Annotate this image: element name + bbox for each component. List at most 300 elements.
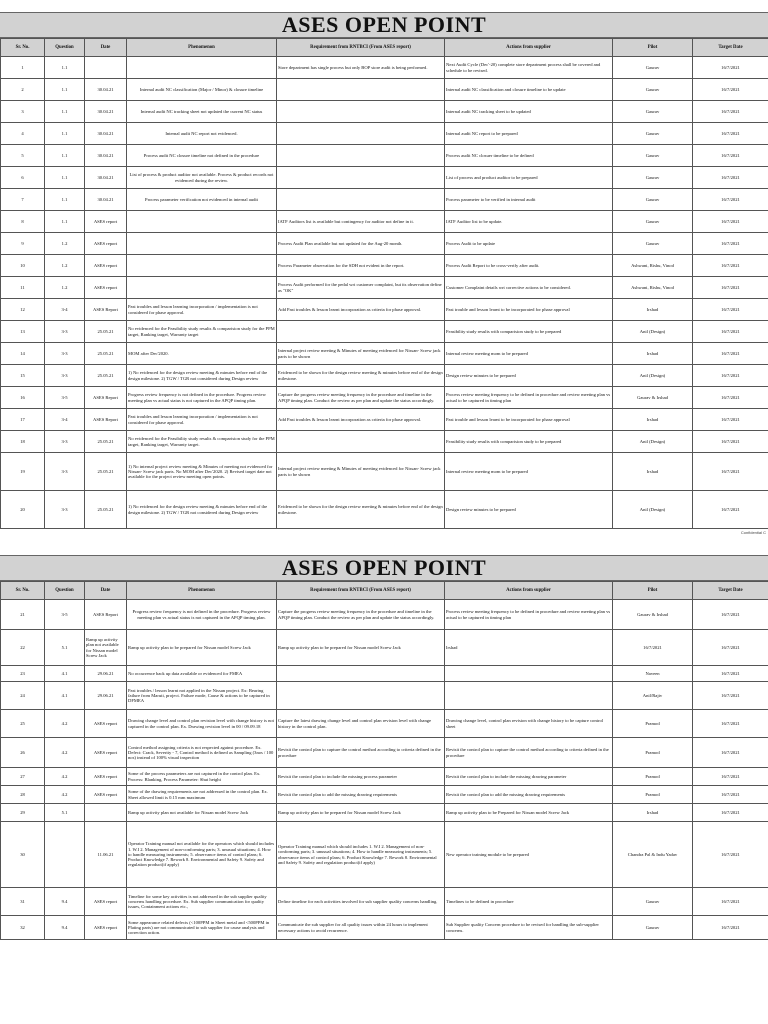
actions-cell: Internal review meeting mom to be prepared bbox=[445, 453, 613, 491]
target-date-cell: 16/7/2021 bbox=[693, 888, 768, 916]
date-cell: 30.04.21 bbox=[85, 167, 127, 189]
date-cell: ASES report bbox=[85, 786, 127, 804]
pilot-cell: Gaurav & Irshad bbox=[613, 600, 693, 630]
table-row bbox=[1, 277, 768, 299]
sr-cell: 30 bbox=[1, 822, 45, 888]
sr-cell: 3 bbox=[1, 101, 45, 123]
date-cell: ASES report bbox=[85, 710, 127, 738]
requirement-cell: Define timeline for each activities involved for sub supplier quality concerns handling. bbox=[277, 888, 445, 916]
phenomenon-cell: Timeline for some key activities is not addressed in the sub supplier quality concerns handling procedure. Ex. Sub supplier communication for quality issues, Containment actions etc., bbox=[127, 888, 277, 916]
sr-cell: 6 bbox=[1, 167, 45, 189]
requirement-cell: Internal project review meeting & Minutes of meeting evidenced for Nissan- Screw jack parts to be shown bbox=[277, 453, 445, 491]
requirement-cell bbox=[277, 101, 445, 123]
table-row bbox=[1, 682, 768, 710]
requirement-cell bbox=[277, 682, 445, 710]
target-date-cell: 16/7/2021 bbox=[693, 822, 768, 888]
question-cell: 1.2 bbox=[45, 255, 85, 277]
requirement-cell: Revisit the control plan to include the missing process parameter bbox=[277, 768, 445, 786]
sr-cell: 18 bbox=[1, 431, 45, 453]
sr-cell: 8 bbox=[1, 211, 45, 233]
question-cell: 3-3 bbox=[45, 365, 85, 387]
table-row bbox=[1, 321, 768, 343]
table-header-row-2 bbox=[1, 582, 768, 600]
sr-cell: 20 bbox=[1, 491, 45, 529]
pilot-cell: Pramod bbox=[613, 710, 693, 738]
pilot-cell: Gaurav bbox=[613, 211, 693, 233]
requirement-cell bbox=[277, 321, 445, 343]
table-row bbox=[1, 255, 768, 277]
actions-cell: Timelines to be defined in procedure bbox=[445, 888, 613, 916]
phenomenon-cell: Drawing change level and control plan revision level with change history is not captured in the control plan. Ex. Drawing revision level in 00 / 09.09.18 bbox=[127, 710, 277, 738]
sr-cell: 7 bbox=[1, 189, 45, 211]
sr-cell: 16 bbox=[1, 387, 45, 409]
requirement-cell: Evidenced to be shown for the design review meeting & minutes before end of the design milestone. bbox=[277, 365, 445, 387]
question-cell: 4.2 bbox=[45, 710, 85, 738]
col-header-requirement-2: Requirement from RNTBCI (From ASES report) bbox=[277, 582, 445, 600]
question-cell: 1.1 bbox=[45, 211, 85, 233]
pilot-cell: Anil/Rajiv bbox=[613, 682, 693, 710]
requirement-cell: Capture the latest drawing change level and control plan revision level with change history in the control plan. bbox=[277, 710, 445, 738]
table-body-1 bbox=[1, 57, 768, 529]
table-row bbox=[1, 233, 768, 255]
table-row bbox=[1, 768, 768, 786]
date-cell: 11.06.21 bbox=[85, 822, 127, 888]
question-cell: 9.4 bbox=[45, 916, 85, 940]
requirement-cell bbox=[277, 123, 445, 145]
requirement-cell bbox=[277, 431, 445, 453]
actions-cell: Porcess parameter to be verified in internal audit bbox=[445, 189, 613, 211]
phenomenon-cell: Internal audit NC classification (Major / Minor) & closure timeline bbox=[127, 79, 277, 101]
requirement-cell bbox=[277, 666, 445, 682]
target-date-cell: 16/7/2021 bbox=[693, 343, 768, 365]
sr-cell: 2 bbox=[1, 79, 45, 101]
actions-cell: Past trouble and lesson learnt to be incorporated for phase approval bbox=[445, 299, 613, 321]
requirement-cell: Revisit the control plan to capture the control method according to criteria defined in the procedure bbox=[277, 738, 445, 768]
col-header-phenomenon-2: Phenomenon bbox=[127, 582, 277, 600]
date-cell: ASES report bbox=[85, 255, 127, 277]
question-cell: 4.1 bbox=[45, 666, 85, 682]
phenomenon-cell: List of process & product auditor not available. Process & product records not evidenced during the review. bbox=[127, 167, 277, 189]
actions-cell: New operator training module to be prepared bbox=[445, 822, 613, 888]
sr-cell: 9 bbox=[1, 233, 45, 255]
col-header-requirement: Requirement from RNTBCI (From ASES report) bbox=[277, 39, 445, 57]
target-date-cell: 16/7/2021 bbox=[693, 101, 768, 123]
date-cell: 30.04.21 bbox=[85, 123, 127, 145]
date-cell: 29.06.21 bbox=[85, 682, 127, 710]
target-date-cell: 16/7/2021 bbox=[693, 255, 768, 277]
table-row bbox=[1, 299, 768, 321]
table-row bbox=[1, 343, 768, 365]
target-date-cell: 16/7/2021 bbox=[693, 682, 768, 710]
target-date-cell: 16/7/2021 bbox=[693, 600, 768, 630]
question-cell: 1.2 bbox=[45, 277, 85, 299]
target-date-cell: 16/7/2021 bbox=[693, 431, 768, 453]
sr-cell: 14 bbox=[1, 343, 45, 365]
phenomenon-cell: Ramp up activity plan to be prepared for Nissan model Screw Jack bbox=[127, 630, 277, 666]
pilot-cell: Ashwani, Rishu, Vinod bbox=[613, 255, 693, 277]
requirement-cell: IATF Auditors list is available but contingency for auditor not define in it. bbox=[277, 211, 445, 233]
pilot-cell: 16/7/2021 bbox=[613, 630, 693, 666]
table-row bbox=[1, 167, 768, 189]
question-cell: 1.1 bbox=[45, 123, 85, 145]
question-cell: 1.1 bbox=[45, 167, 85, 189]
date-cell: 25.05.21 bbox=[85, 321, 127, 343]
date-cell: ASES report bbox=[85, 738, 127, 768]
question-cell: 1.1 bbox=[45, 101, 85, 123]
table-row bbox=[1, 453, 768, 491]
page-title: ASES OPEN POINT bbox=[281, 12, 487, 37]
pilot-cell: Irshad bbox=[613, 299, 693, 321]
requirement-cell bbox=[277, 79, 445, 101]
pilot-cell: Pramod bbox=[613, 768, 693, 786]
pilot-cell: Anil (Design) bbox=[613, 365, 693, 387]
col-header-actions-2: Actions from supplier bbox=[445, 582, 613, 600]
pilot-cell: Chandra Pal & Indu Yadav bbox=[613, 822, 693, 888]
sr-cell: 22 bbox=[1, 630, 45, 666]
actions-cell: Internal audit NC tracking sheet to be updated bbox=[445, 101, 613, 123]
requirement-cell: Ramp up activity plan to be prepared for Nissan model Screw Jack bbox=[277, 804, 445, 822]
phenomenon-cell: Internal audit NC tracking sheet not updated the current NC status bbox=[127, 101, 277, 123]
sr-cell: 32 bbox=[1, 916, 45, 940]
actions-cell: Drawing change level, control plan revision with change history to be capture control sheet bbox=[445, 710, 613, 738]
actions-cell: Process Audit to be update bbox=[445, 233, 613, 255]
confidential-footer: Confidential C bbox=[740, 530, 766, 535]
actions-cell: Process review meeting frequency to be defined in procedure and review meeting plan vs actual to be captured in timing plan bbox=[445, 387, 613, 409]
col-header-pilot-2: Pilot bbox=[613, 582, 693, 600]
requirement-cell: Capture the progress review meeting frequency in the procedure and timeline in the APQP timing plan. Conduct the review as per plan and update the status accordingly. bbox=[277, 387, 445, 409]
phenomenon-cell bbox=[127, 233, 277, 255]
phenomenon-cell: No evidenced for the Feasibility study results & comparision study for the PPM target, Ranking target, Warranty target bbox=[127, 321, 277, 343]
target-date-cell: 16/7/2021 bbox=[693, 277, 768, 299]
date-cell: ASES Report bbox=[85, 299, 127, 321]
date-cell: 30.04.21 bbox=[85, 189, 127, 211]
col-header-date-2: Date bbox=[85, 582, 127, 600]
question-cell: 1.2 bbox=[45, 233, 85, 255]
phenomenon-cell: Past troubles and lesson learning incorporation / implementation is not considered for phase approval. bbox=[127, 299, 277, 321]
open-point-table-2 bbox=[0, 581, 768, 940]
pilot-cell: Gaurav bbox=[613, 167, 693, 189]
actions-cell: Design review minutes to be prepared bbox=[445, 365, 613, 387]
phenomenon-cell: Some of the drawing requirements are not addressed in the control plan. Ex. Sheet allowed limit is 0.15 mm maximum bbox=[127, 786, 277, 804]
date-cell: ASES report bbox=[85, 888, 127, 916]
actions-cell: Past trouble and lesson learnt to be incorporated for phase approval bbox=[445, 409, 613, 431]
table-row bbox=[1, 387, 768, 409]
phenomenon-cell: Operator Training manual not available for the operators which should includes 1. W.I 2. Management of non-conforming parts; 3. unusual situations; 4. How to handle measuring instruments; 5. observance items of control plans; 6. Product Knowledge 7. Rework 8. Environmental and Safety 9. Safety and regulation product(if apply) bbox=[127, 822, 277, 888]
sr-cell: 11 bbox=[1, 277, 45, 299]
phenomenon-cell: Ramp up activity plan not available for Nissan model Screw Jack bbox=[127, 804, 277, 822]
date-cell: 25.05.21 bbox=[85, 453, 127, 491]
table-row bbox=[1, 822, 768, 888]
pilot-cell: Anil (Design) bbox=[613, 431, 693, 453]
phenomenon-cell: No evidenced for the Feasibility study results & comparision study for the PPM target, Ranking target, Warranty target. bbox=[127, 431, 277, 453]
question-cell: 4.1 bbox=[45, 682, 85, 710]
col-header-date: Date bbox=[85, 39, 127, 57]
target-date-cell: 16/7/2021 bbox=[693, 710, 768, 738]
table-row bbox=[1, 630, 768, 666]
date-cell: 30.04.21 bbox=[85, 101, 127, 123]
target-date-cell: 16/7/2021 bbox=[693, 387, 768, 409]
target-date-cell: 16/7/2021 bbox=[693, 365, 768, 387]
date-cell: 30.04.21 bbox=[85, 145, 127, 167]
pilot-cell: Gaurav bbox=[613, 189, 693, 211]
actions-cell: Process Audit Report to be cross-verify after audit. bbox=[445, 255, 613, 277]
question-cell: 4.2 bbox=[45, 738, 85, 768]
phenomenon-cell: Some of the process parameters are not captured in the control plan. Ex. Process: Blanking, Process Parameter: Shut height bbox=[127, 768, 277, 786]
sr-cell: 31 bbox=[1, 888, 45, 916]
date-cell: ASES Report bbox=[85, 600, 127, 630]
sheet-page-2 bbox=[0, 555, 768, 940]
question-cell: 5.1 bbox=[45, 804, 85, 822]
sr-cell: 24 bbox=[1, 682, 45, 710]
pilot-cell: Gaurav bbox=[613, 79, 693, 101]
date-cell: 30.04.21 bbox=[85, 79, 127, 101]
requirement-cell: Capture the progress review meeting frequency in the procedure and timeline in the APQP timing plan. Conduct the review as per plan and update the status accordingly. bbox=[277, 600, 445, 630]
date-cell: ASES report bbox=[85, 768, 127, 786]
phenomenon-cell: Control method assigning criteria is not respected against procedure. Ex. Defect: Crack, Severity - 7, Control method is defined as Sampling (3nos / 100 nos) instead of 100% visual inspection bbox=[127, 738, 277, 768]
phenomenon-cell: Past troubles / lesson learnt not applied in the Nissan project. Ex: Bearing failure from Maruti, project. Failure mode, Cause & actions to be captured in DFMEA bbox=[127, 682, 277, 710]
pilot-cell: Gaurav bbox=[613, 888, 693, 916]
table-row bbox=[1, 211, 768, 233]
date-cell: ASES report bbox=[85, 916, 127, 940]
requirement-cell: Add Past troubles & lesson learnt incorporation as criteria for phase approval. bbox=[277, 299, 445, 321]
target-date-cell: 16/7/2021 bbox=[693, 491, 768, 529]
phenomenon-cell: Some appearance related defects (<100PPM in Sheet metal and <500PPM in Plating parts) are not communicated to sub supplier for cause analysis and correction action. bbox=[127, 916, 277, 940]
table-row bbox=[1, 786, 768, 804]
sr-cell: 1 bbox=[1, 57, 45, 79]
phenomenon-cell: Process parameter verification not evidenced in internal audit bbox=[127, 189, 277, 211]
target-date-cell: 16/7/2021 bbox=[693, 189, 768, 211]
sr-cell: 23 bbox=[1, 666, 45, 682]
table-row bbox=[1, 666, 768, 682]
actions-cell: Feasibility study results with comparision study to be prepared bbox=[445, 431, 613, 453]
col-header-sr: Sr. No. bbox=[1, 39, 45, 57]
target-date-cell: 16/7/2021 bbox=[693, 57, 768, 79]
pilot-cell: Gaurav bbox=[613, 123, 693, 145]
actions-cell: IATF Auditor list to be update. bbox=[445, 211, 613, 233]
phenomenon-cell: 1) No evidenced for the design review meeting & minutes before end of the design milestone. 2) TGW / TGR not considered during Design review bbox=[127, 491, 277, 529]
phenomenon-cell: Past troubles and lesson learning incorporation / implementation is not considered for phase approval. bbox=[127, 409, 277, 431]
table-row bbox=[1, 365, 768, 387]
actions-cell bbox=[445, 682, 613, 710]
table-row bbox=[1, 491, 768, 529]
sr-cell: 5 bbox=[1, 145, 45, 167]
sr-cell: 15 bbox=[1, 365, 45, 387]
col-header-target-date: Target Date bbox=[693, 39, 768, 57]
pilot-cell: Gaurav & Irshad bbox=[613, 387, 693, 409]
actions-cell: Sub Supplier quality Concern procedure to be revised for handling the sub-supplier concerns. bbox=[445, 916, 613, 940]
phenomenon-cell: Progress review frequency is not defined in the procedure. Progress review meeting plan vs actual status is not captured in the APQP timing plan. bbox=[127, 600, 277, 630]
table-body-2 bbox=[1, 600, 768, 940]
target-date-cell: 16/7/2021 bbox=[693, 167, 768, 189]
target-date-cell: 16/7/2021 bbox=[693, 453, 768, 491]
table-header-row bbox=[1, 39, 768, 57]
question-cell: 3-5 bbox=[45, 387, 85, 409]
sr-cell: 4 bbox=[1, 123, 45, 145]
actions-cell: List of process and product auditor to be prepared bbox=[445, 167, 613, 189]
question-cell: 3-3 bbox=[45, 321, 85, 343]
date-cell: 25.05.21 bbox=[85, 491, 127, 529]
actions-cell: Internal review meeting mom to be prepared bbox=[445, 343, 613, 365]
open-point-table-1 bbox=[0, 38, 768, 529]
table-row bbox=[1, 409, 768, 431]
actions-cell: Revisit the control plan to add the missing drawing requirements bbox=[445, 786, 613, 804]
table-row bbox=[1, 600, 768, 630]
actions-cell: Revisit the control plan to include the missing drawing parameter bbox=[445, 768, 613, 786]
phenomenon-cell: Progress review frequency is not defined in the procedure. Progress review meeting plan vs actual status is not captured in the APQP timing plan. bbox=[127, 387, 277, 409]
date-cell bbox=[85, 57, 127, 79]
phenomenon-cell bbox=[127, 57, 277, 79]
title-bar bbox=[0, 12, 768, 38]
requirement-cell bbox=[277, 189, 445, 211]
requirement-cell: Internal project review meeting & Minutes of meeting evidenced for Nissan- Screw jack parts to be shown bbox=[277, 343, 445, 365]
pilot-cell: Irshad bbox=[613, 804, 693, 822]
table-row bbox=[1, 189, 768, 211]
col-header-sr-2: Sr. No. bbox=[1, 582, 45, 600]
target-date-cell: 16/7/2021 bbox=[693, 630, 768, 666]
date-cell: 25.05.21 bbox=[85, 343, 127, 365]
sheet-page-1 bbox=[0, 12, 768, 529]
target-date-cell: 16/7/2021 bbox=[693, 666, 768, 682]
target-date-cell: 16/7/2021 bbox=[693, 211, 768, 233]
actions-cell bbox=[445, 666, 613, 682]
col-header-question-2: Question bbox=[45, 582, 85, 600]
question-cell: 1.1 bbox=[45, 57, 85, 79]
table-row bbox=[1, 804, 768, 822]
target-date-cell: 16/7/2021 bbox=[693, 804, 768, 822]
date-cell: ASES Report bbox=[85, 409, 127, 431]
table-row bbox=[1, 738, 768, 768]
pilot-cell: Pramod bbox=[613, 738, 693, 768]
pilot-cell: Gaurav bbox=[613, 233, 693, 255]
actions-cell: Next Audit Cycle (Dec'-20) complete store department process shall be covered and schedule to be revised. bbox=[445, 57, 613, 79]
table-row bbox=[1, 79, 768, 101]
pilot-cell: Naveen bbox=[613, 666, 693, 682]
target-date-cell: 16/7/2021 bbox=[693, 299, 768, 321]
sr-cell: 10 bbox=[1, 255, 45, 277]
col-header-target-date-2: Target Date bbox=[693, 582, 768, 600]
pilot-cell: Irshad bbox=[613, 343, 693, 365]
table-row bbox=[1, 101, 768, 123]
question-cell: 3-3 bbox=[45, 431, 85, 453]
table-row bbox=[1, 710, 768, 738]
question-cell: 1.1 bbox=[45, 79, 85, 101]
pilot-cell: Irshad bbox=[613, 409, 693, 431]
target-date-cell: 16/7/2021 bbox=[693, 123, 768, 145]
phenomenon-cell: 1) No evidenced for the design review meeting & minutes before end of the design milestone. 2) TGW / TGR not considered during Design review bbox=[127, 365, 277, 387]
table-row bbox=[1, 888, 768, 916]
requirement-cell: Process Parameter observation for the SDH not evident in the report. bbox=[277, 255, 445, 277]
date-cell: ASES report bbox=[85, 233, 127, 255]
requirement-cell bbox=[277, 145, 445, 167]
actions-cell: Internal audit NC report to be prepared bbox=[445, 123, 613, 145]
question-cell bbox=[45, 822, 85, 888]
pilot-cell: Ashwani, Rishu, Vinod bbox=[613, 277, 693, 299]
question-cell: 9.4 bbox=[45, 888, 85, 916]
actions-cell: Process review meeting frequency to be defined in procedure and review meeting plan vs actual to be captured in timing plan bbox=[445, 600, 613, 630]
actions-cell: Revisit the control plan to capture the control method according to criteria defined in the procedure bbox=[445, 738, 613, 768]
requirement-cell: Store department has single process but only BOP store audit is being performed. bbox=[277, 57, 445, 79]
title-bar-2 bbox=[0, 555, 768, 581]
sr-cell: 13 bbox=[1, 321, 45, 343]
sr-cell: 12 bbox=[1, 299, 45, 321]
question-cell: 3-5 bbox=[45, 600, 85, 630]
pilot-cell: Anil (Design) bbox=[613, 491, 693, 529]
requirement-cell: Evidenced to be shown for the design review meeting & minutes before end of the design milestone. bbox=[277, 491, 445, 529]
sr-cell: 28 bbox=[1, 786, 45, 804]
table-row bbox=[1, 431, 768, 453]
table-row bbox=[1, 123, 768, 145]
phenomenon-cell bbox=[127, 277, 277, 299]
target-date-cell: 16/7/2021 bbox=[693, 145, 768, 167]
requirement-cell: Operator Training manual which should includes 1. W.I 2. Management of non-conforming parts; 3. unusual situations; 4. How to handle measuring instruments; 5. observance items of control plans; 6. Product Knowledge 7. Rework 8. Environmental and Safety 9. Safety and regulation product(if apply) bbox=[277, 822, 445, 888]
requirement-cell: Communicate the sub supplier for all quality issues within 24 hours to implement necessary actions to avoid recurrence. bbox=[277, 916, 445, 940]
actions-cell: Internal audit NC classification and closure timeline to be update bbox=[445, 79, 613, 101]
phenomenon-cell: 1) No internal project review meeting & Minutes of meeting not evidenced for Nissan- Screw jack parts. No MOM after Dec'2020. 2) Revised target date not available for the project review meeting open points. bbox=[127, 453, 277, 491]
target-date-cell: 16/7/2021 bbox=[693, 786, 768, 804]
actions-cell: Process audit NC closuer timeline to be defined bbox=[445, 145, 613, 167]
col-header-pilot: Pilot bbox=[613, 39, 693, 57]
question-cell: 3-3 bbox=[45, 453, 85, 491]
sr-cell: 17 bbox=[1, 409, 45, 431]
target-date-cell: 16/7/2021 bbox=[693, 79, 768, 101]
question-cell: 3-4 bbox=[45, 299, 85, 321]
col-header-phenomenon: Phenomenon bbox=[127, 39, 277, 57]
requirement-cell: Process Audit Plan available but not updated for the Aug-20 month. bbox=[277, 233, 445, 255]
question-cell: 1.1 bbox=[45, 189, 85, 211]
col-header-question: Question bbox=[45, 39, 85, 57]
question-cell: 3-3 bbox=[45, 491, 85, 529]
sr-cell: 19 bbox=[1, 453, 45, 491]
question-cell: 3-3 bbox=[45, 343, 85, 365]
col-header-actions: Actions from supplier bbox=[445, 39, 613, 57]
date-cell: Ramp up activity plan not available for Nissan model Screw Jack bbox=[85, 630, 127, 666]
actions-cell: Customer Complaint details wrt corrective actions to be considered. bbox=[445, 277, 613, 299]
sr-cell: 29 bbox=[1, 804, 45, 822]
actions-cell: Ramp up activity plan to be Prepared for Nissan model Screw Jack bbox=[445, 804, 613, 822]
pilot-cell: Gaurav bbox=[613, 57, 693, 79]
sr-cell: 26 bbox=[1, 738, 45, 768]
question-cell: 4.2 bbox=[45, 768, 85, 786]
requirement-cell: Add Past troubles & lesson learnt incorporation as criteria for phase approval. bbox=[277, 409, 445, 431]
table-row bbox=[1, 916, 768, 940]
actions-cell: Design review minutes to be prepared bbox=[445, 491, 613, 529]
requirement-cell: Ramp up activity plan to be prepared for Nissan model Screw Jack bbox=[277, 630, 445, 666]
actions-cell: Irshad bbox=[445, 630, 613, 666]
question-cell: 3-4 bbox=[45, 409, 85, 431]
target-date-cell: 16/7/2021 bbox=[693, 233, 768, 255]
phenomenon-cell: No occurrence back up data available or evidenced for FMEA bbox=[127, 666, 277, 682]
date-cell: ASES Report bbox=[85, 387, 127, 409]
phenomenon-cell: Internal audit NC report not evidenced. bbox=[127, 123, 277, 145]
question-cell: 1.1 bbox=[45, 145, 85, 167]
pilot-cell: Gaurav bbox=[613, 916, 693, 940]
pilot-cell: Gaurav bbox=[613, 101, 693, 123]
phenomenon-cell bbox=[127, 211, 277, 233]
requirement-cell: Process Audit performed for the pedal wrt customer complaint, but its observation define as "OK" bbox=[277, 277, 445, 299]
table-row bbox=[1, 145, 768, 167]
pilot-cell: Irshad bbox=[613, 453, 693, 491]
target-date-cell: 16/7/2021 bbox=[693, 321, 768, 343]
requirement-cell bbox=[277, 167, 445, 189]
sr-cell: 21 bbox=[1, 600, 45, 630]
phenomenon-cell: Process audit NC closure timeline not defined in the procedure bbox=[127, 145, 277, 167]
table-row bbox=[1, 57, 768, 79]
target-date-cell: 16/7/2021 bbox=[693, 738, 768, 768]
sr-cell: 27 bbox=[1, 768, 45, 786]
date-cell: ASES report bbox=[85, 211, 127, 233]
phenomenon-cell: MOM after Dec'2020. bbox=[127, 343, 277, 365]
target-date-cell: 16/7/2021 bbox=[693, 409, 768, 431]
